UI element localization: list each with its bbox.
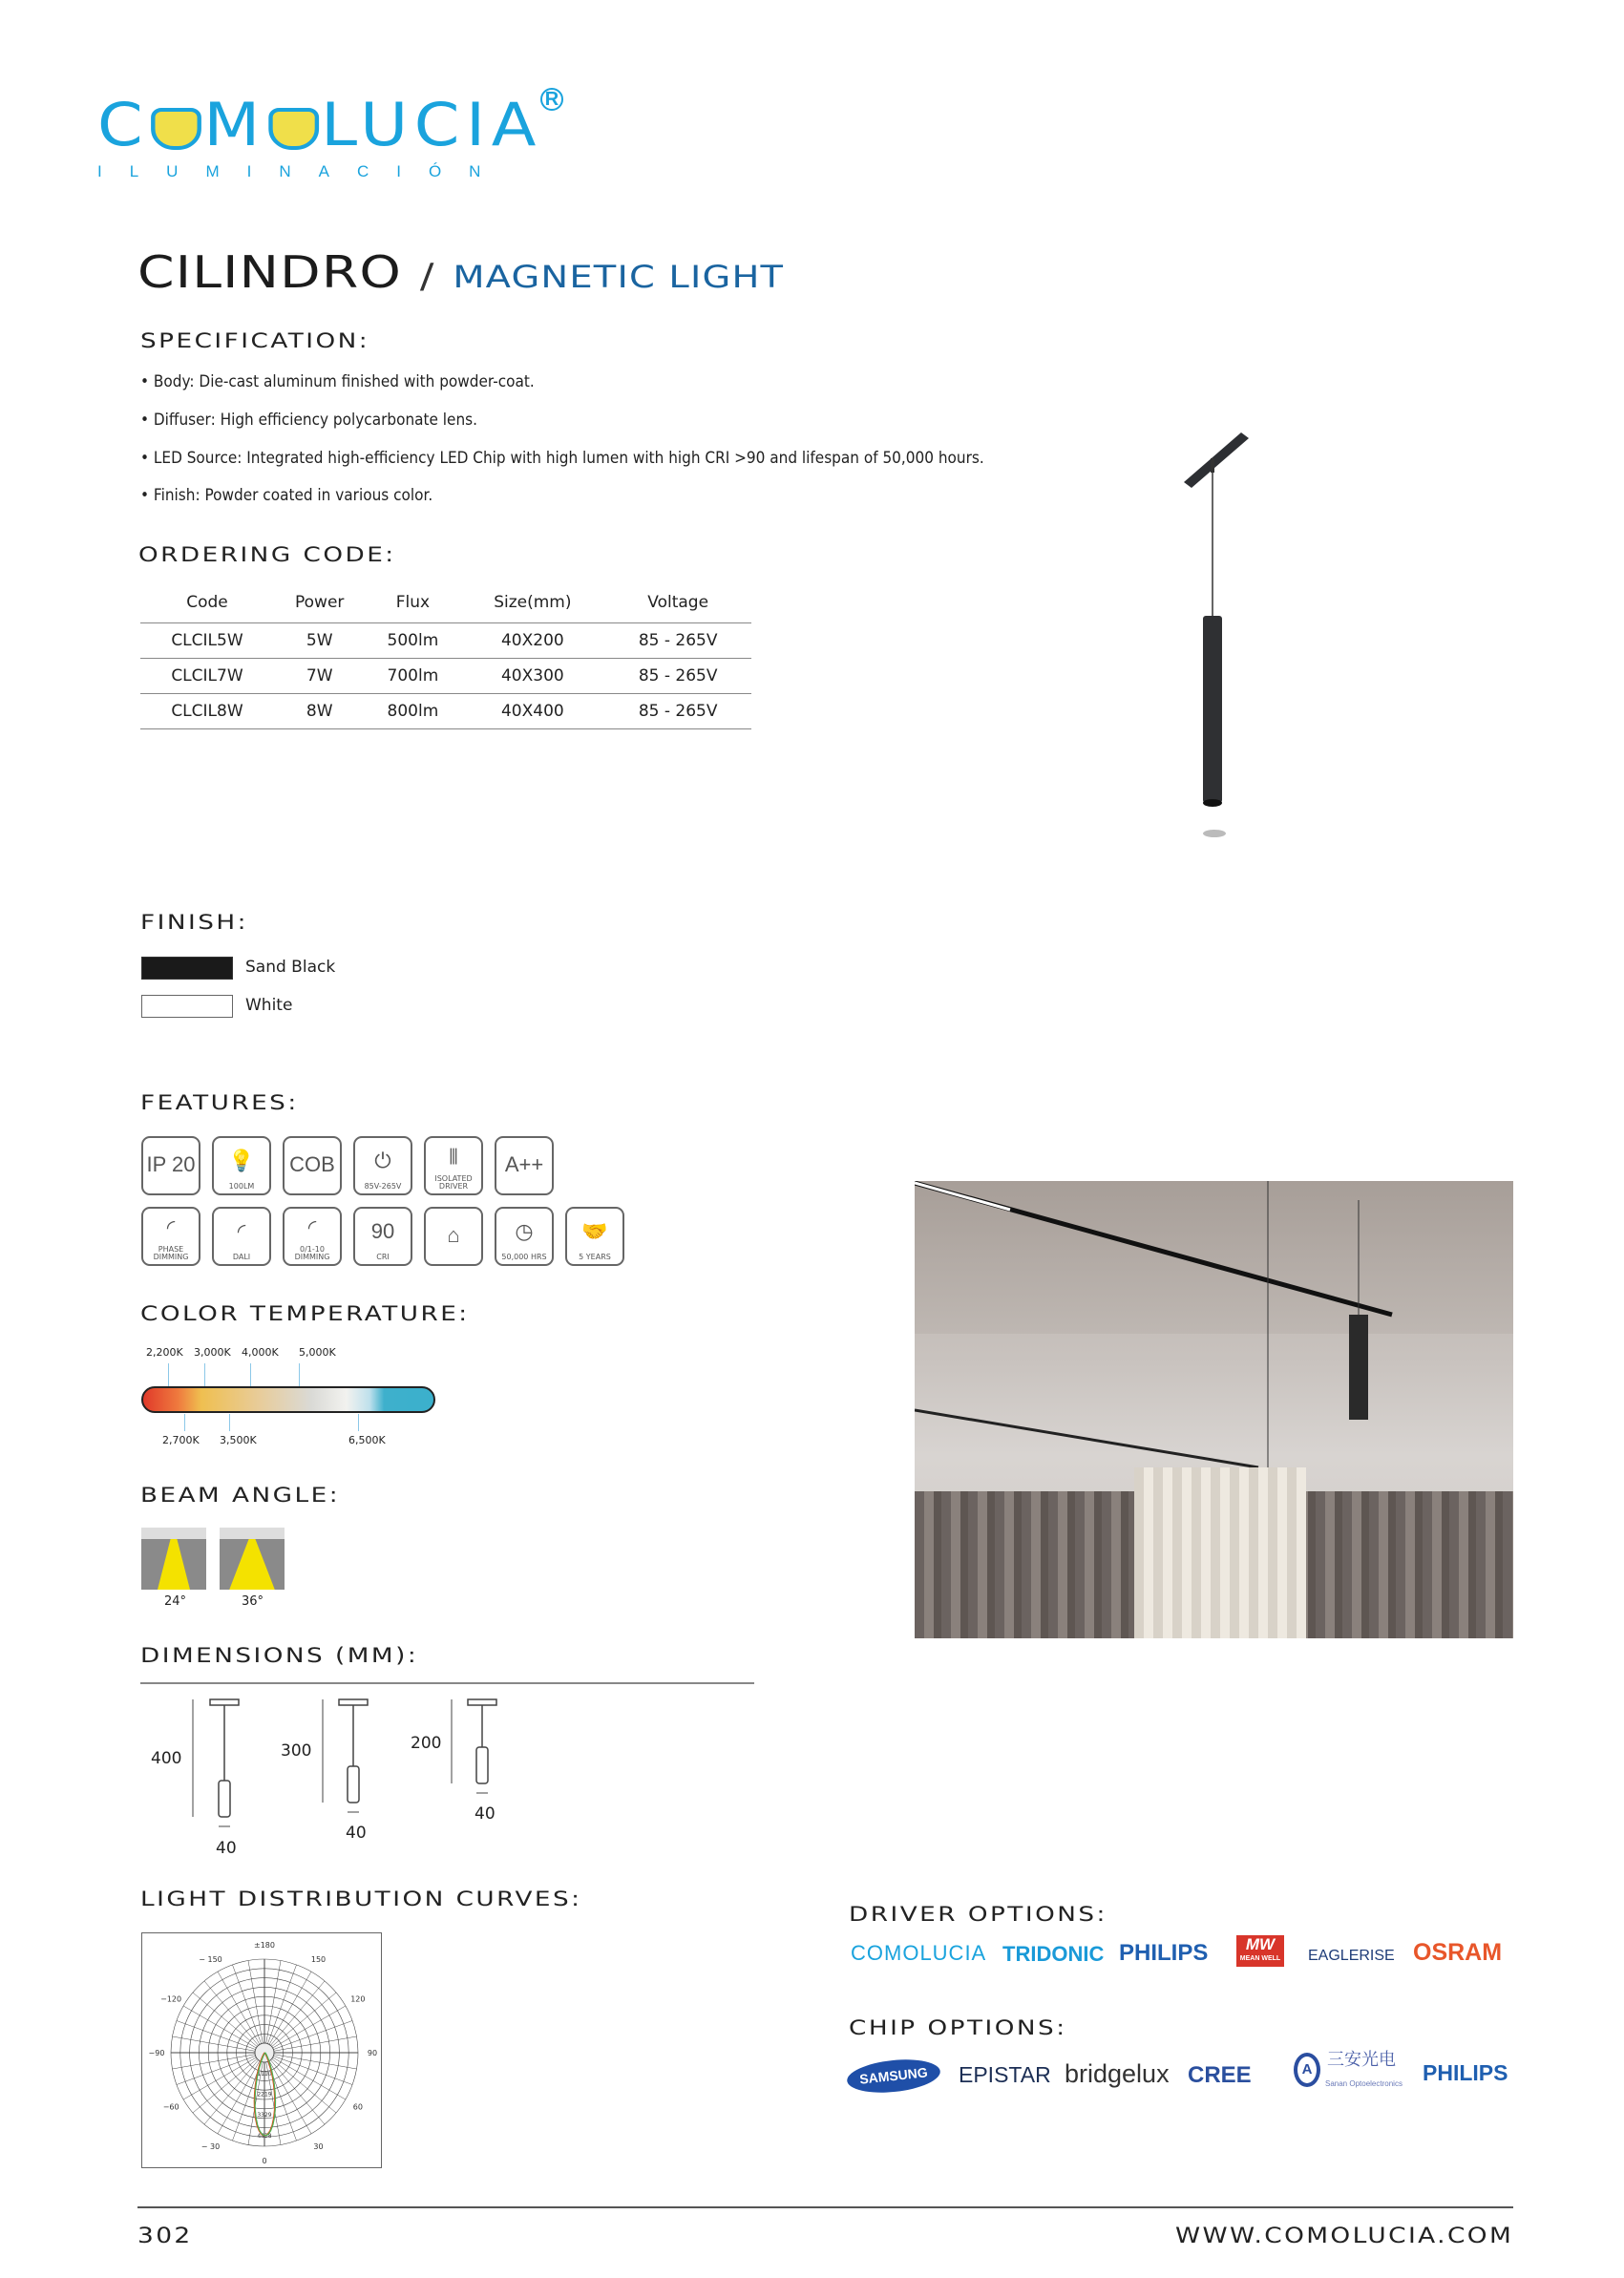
cell: CLCIL5W — [140, 623, 274, 659]
chip-logo-philips: PHILIPS — [1423, 2060, 1508, 2085]
sanan-a-icon: A — [1294, 2053, 1320, 2087]
logo-o-icon — [268, 108, 319, 150]
cob-chip-icon — [283, 1136, 342, 1195]
cell: 700lm — [365, 659, 460, 694]
angle-tick-label: −90 — [148, 2049, 165, 2057]
feature-glyph: ◜ — [237, 1218, 246, 1243]
ct-tick — [299, 1363, 300, 1386]
plug-icon — [353, 1136, 412, 1195]
angle-tick-label: − 30 — [200, 2141, 221, 2151]
feature-label: CRI — [376, 1253, 390, 1261]
divider — [140, 1682, 754, 1684]
finish-swatch-white — [141, 995, 233, 1018]
table-row — [140, 623, 751, 659]
cell: 40X200 — [460, 623, 604, 659]
dimming-0-10-icon — [283, 1207, 342, 1266]
logo-wordmark — [97, 90, 542, 159]
chip-logo-samsung: SAMSUNG — [846, 2056, 942, 2097]
page-title — [137, 246, 784, 298]
feature-glyph: ◷ — [515, 1218, 534, 1243]
ct-label: 2,700K — [162, 1434, 200, 1446]
registered-mark: R — [540, 88, 563, 111]
meanwell-mw: MW — [1245, 1935, 1276, 1953]
chip-logo-epistar: EPISTAR — [959, 2062, 1051, 2087]
table-header-row — [140, 582, 751, 623]
meanwell-text: MEAN WELL — [1239, 1955, 1281, 1962]
driver-logo-philips: PHILIPS — [1119, 1940, 1209, 1966]
dim-diameter: 40 — [216, 1839, 237, 1858]
installation-photo — [915, 1181, 1513, 1638]
isolated-driver-icon — [424, 1136, 483, 1195]
features-heading: FEATURES: — [140, 1091, 299, 1114]
feature-glyph: ◜ — [166, 1214, 176, 1239]
spec-bullet: • Finish: Powder coated in various color. — [140, 486, 433, 505]
column-header: Size(mm) — [494, 593, 572, 612]
cell: 40X400 — [460, 694, 604, 729]
angle-tick-label: 0 — [262, 2157, 267, 2165]
driver-logo-meanwell — [1236, 1935, 1284, 1967]
feature-glyph: 💡 — [228, 1148, 255, 1172]
dim-height: 300 — [281, 1741, 312, 1761]
light-distribution-heading: LIGHT DISTRIBUTION CURVES: — [140, 1888, 582, 1910]
feature-glyph: COB — [289, 1151, 335, 1176]
phase-dimming-icon — [141, 1207, 200, 1266]
dali-icon — [212, 1207, 271, 1266]
cell: 40X300 — [460, 659, 604, 694]
clock-icon — [495, 1207, 554, 1266]
ct-tick — [184, 1414, 185, 1431]
chip-logo-bridgelux: bridgelux — [1065, 2059, 1170, 2088]
cri-icon — [353, 1207, 412, 1266]
spec-bullet: • Body: Die-cast aluminum finished with powder-coat. — [140, 372, 535, 391]
spec-bullet: • LED Source: Integrated high-efficiency LED Chip with high lumen with high CRI >90 and lifespan of 50,000 hours. — [140, 449, 984, 468]
driver-logo-osram: OSRAM — [1413, 1939, 1503, 1966]
website-link[interactable]: WWW.COMOLUCIA.COM — [1174, 2225, 1513, 2248]
angle-tick-label: 30 — [313, 2141, 324, 2151]
ct-tick — [168, 1363, 169, 1386]
cell: 7W — [274, 659, 366, 694]
column-header: Flux — [395, 593, 431, 612]
chip-logo-sanan: 三安光电 — [1327, 2050, 1396, 2069]
feature-label: 50,000 HRS — [501, 1253, 547, 1261]
dimension-drawings — [134, 1695, 535, 1867]
footer-divider — [137, 2206, 1513, 2208]
beam-label: 24° — [164, 1594, 187, 1609]
feature-glyph: ⌂ — [447, 1222, 460, 1247]
finish-label: Sand Black — [245, 958, 336, 977]
specification-heading: SPECIFICATION: — [140, 329, 370, 352]
radial-tick-label: 2219 — [257, 2091, 272, 2099]
beam-24-image — [141, 1528, 206, 1590]
feature-label: 85V-265V — [364, 1182, 402, 1191]
logo-letter: M — [203, 90, 266, 159]
handshake-icon — [565, 1207, 624, 1266]
ct-tick — [204, 1363, 205, 1386]
ct-tick — [358, 1414, 359, 1431]
column-header: Power — [295, 593, 345, 612]
cell: CLCIL8W — [140, 694, 274, 729]
feature-glyph: ⏻ — [374, 1148, 391, 1172]
driver-logo-comolucia: COMOLUCIA — [851, 1941, 987, 1965]
driver-logo-eaglerise: EAGLERISE — [1308, 1948, 1395, 1964]
ct-label: 5,000K — [299, 1346, 336, 1359]
dim-height: 200 — [411, 1734, 442, 1753]
ct-label: 2,200K — [146, 1346, 183, 1359]
cell: 85 - 265V — [604, 659, 751, 694]
finish-label: White — [245, 996, 293, 1015]
logo-o-icon — [151, 108, 201, 150]
cell: CLCIL7W — [140, 659, 274, 694]
shield-ip-icon — [141, 1136, 200, 1195]
feature-label: ISOLATED DRIVER — [434, 1174, 473, 1191]
ordering-code-heading: ORDERING CODE: — [138, 543, 396, 566]
table-row — [140, 659, 751, 694]
driver-options-heading: DRIVER OPTIONS: — [849, 1903, 1107, 1926]
ct-tick — [229, 1414, 230, 1431]
feature-glyph: ⫴ — [449, 1144, 458, 1169]
beam-label: 36° — [242, 1594, 264, 1609]
cell: 500lm — [365, 623, 460, 659]
cell: 5W — [274, 623, 366, 659]
radial-tick-label: 4438 — [257, 2132, 272, 2140]
ct-label: 4,000K — [242, 1346, 279, 1359]
angle-tick-label: − 150 — [199, 1955, 222, 1965]
feature-glyph: 🤝 — [581, 1218, 608, 1243]
dim-diameter: 40 — [475, 1804, 496, 1824]
feature-label: PHASE DIMMING — [153, 1245, 189, 1261]
column-header: Voltage — [647, 593, 709, 612]
angle-tick-label: −120 — [160, 1994, 182, 2004]
dim-height: 400 — [151, 1749, 182, 1768]
angle-tick-label: 60 — [352, 2102, 363, 2112]
driver-logo-tridonic: TRIDONIC — [1002, 1942, 1105, 1966]
cell: 85 - 265V — [604, 694, 751, 729]
spec-bullet: • Diffuser: High efficiency polycarbonate lens. — [140, 411, 477, 430]
title-separator: / — [419, 257, 435, 296]
title-sub: MAGNETIC LIGHT — [453, 259, 785, 295]
color-temperature-bar — [141, 1386, 435, 1413]
finish-swatch-black — [141, 957, 233, 980]
feature-glyph: 90 — [370, 1218, 395, 1243]
page-number: 302 — [137, 2225, 193, 2248]
logo-tagline: ILUMINACIÓN — [97, 162, 509, 180]
radial-tick-label: 1110 — [257, 2070, 272, 2078]
dimensions-heading: DIMENSIONS (MM): — [140, 1644, 419, 1667]
feature-glyph: A++ — [504, 1151, 544, 1176]
finish-heading: FINISH: — [140, 911, 248, 934]
ordering-table — [140, 582, 751, 729]
feature-label: 0/1-10 DIMMING — [294, 1245, 330, 1261]
cell: 800lm — [365, 694, 460, 729]
feature-label: DALI — [232, 1253, 251, 1261]
cell: 85 - 265V — [604, 623, 751, 659]
cell: 8W — [274, 694, 366, 729]
chip-logo-sanan-en: Sanan Optoelectronics — [1325, 2079, 1403, 2088]
bulb-icon — [212, 1136, 271, 1195]
light-distribution-chart — [141, 1932, 382, 2168]
angle-tick-label: −60 — [162, 2102, 179, 2112]
radial-tick-label: 3329 — [257, 2112, 272, 2120]
logo-letters: LUCIA — [321, 90, 542, 159]
ct-label: 6,500K — [348, 1434, 386, 1446]
logo-letter: C — [97, 90, 150, 159]
beam-36-image — [220, 1528, 285, 1590]
title-main: CILINDRO — [137, 246, 403, 298]
beam-angle-heading: BEAM ANGLE: — [140, 1484, 341, 1507]
angle-tick-label: 90 — [367, 2049, 378, 2057]
color-temperature-heading: COLOR TEMPERATURE: — [140, 1302, 470, 1325]
angle-tick-label: 150 — [310, 1955, 327, 1965]
angle-tick-label: ±180 — [254, 1941, 275, 1950]
indoor-house-icon — [424, 1207, 483, 1266]
chip-options-heading: CHIP OPTIONS: — [849, 2016, 1067, 2039]
energy-class-icon — [495, 1136, 554, 1195]
ct-tick — [250, 1363, 251, 1386]
feature-label: 100LM — [228, 1182, 255, 1191]
ct-label: 3,500K — [220, 1434, 257, 1446]
ct-label: 3,000K — [194, 1346, 231, 1359]
column-header: Code — [186, 593, 228, 612]
product-image — [1174, 425, 1260, 850]
dim-diameter: 40 — [346, 1824, 367, 1843]
table-row — [140, 694, 751, 729]
angle-tick-label: 120 — [350, 1994, 366, 2004]
chip-logo-cree: CREE — [1188, 2062, 1252, 2088]
feature-glyph: ◜ — [307, 1214, 317, 1239]
feature-label: 5 YEARS — [579, 1253, 611, 1261]
feature-glyph: IP 20 — [146, 1151, 196, 1176]
